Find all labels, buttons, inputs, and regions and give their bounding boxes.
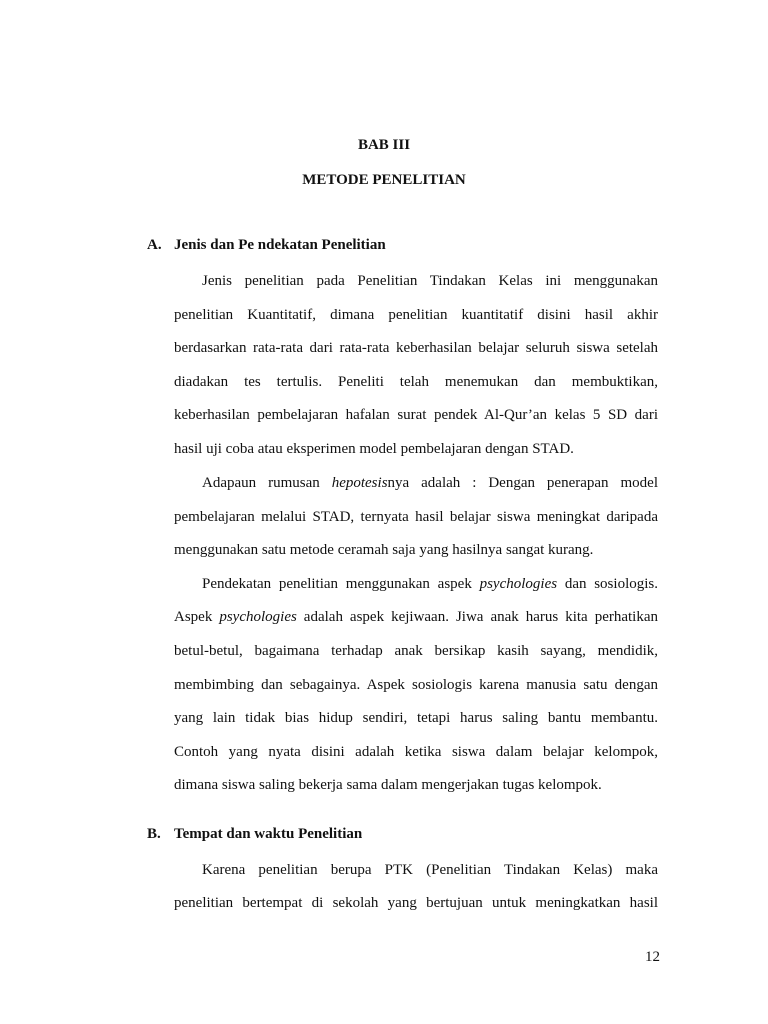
chapter-title: METODE PENELITIAN — [302, 172, 466, 188]
paragraph-line: Contoh yang nyata disini adalah ketika siswa dalam belajar kelompok, — [174, 744, 658, 760]
italic-term: hepotesis — [331, 475, 388, 491]
paragraph-line: Aspek psychologies adalah aspek kejiwaan. Jiwa anak harus kita perhatikan — [174, 609, 658, 625]
section-b-letter: B. — [147, 826, 161, 842]
paragraph-line: yang lain tidak bias hidup sendiri, tetapi harus saling bantu membantu. — [174, 710, 658, 726]
chapter-number: BAB III — [357, 137, 411, 153]
paragraph-line: Pendekatan penelitian menggunakan aspek psychologies dan sosiologis. — [202, 576, 658, 592]
italic-term: psychologies — [479, 576, 558, 592]
paragraph-line: Jenis penelitian pada Penelitian Tindakan Kelas ini menggunakan — [202, 273, 658, 289]
italic-term: psychologies — [219, 609, 297, 625]
paragraph-line: diadakan tes tertulis. Peneliti telah menemukan dan membuktikan, — [174, 374, 658, 390]
paragraph-line: penelitian bertempat di sekolah yang bertujuan untuk meningkatkan hasil — [174, 895, 658, 911]
paragraph-line: pembelajaran melalui STAD, ternyata hasil belajar siswa meningkat daripada — [174, 509, 658, 525]
paragraph-line: Adapaun rumusan hepotesisnya adalah : Dengan penerapan model — [202, 475, 658, 491]
paragraph-line: hasil uji coba atau eksperimen model pembelajaran dengan STAD. — [174, 441, 574, 457]
paragraph-line: dimana siswa saling bekerja sama dalam mengerjakan tugas kelompok. — [174, 777, 602, 793]
paragraph-line: penelitian Kuantitatif, dimana penelitian kuantitatif disini hasil akhir — [174, 307, 658, 323]
section-a-title: Jenis dan Pe ndekatan Penelitian — [174, 237, 386, 253]
section-b-title: Tempat dan waktu Penelitian — [174, 826, 363, 842]
paragraph-line: berdasarkan rata-rata dari rata-rata keberhasilan belajar seluruh siswa setelah — [174, 340, 658, 356]
paragraph-line: betul-betul, bagaimana terhadap anak bersikap kasih sayang, mendidik, — [174, 643, 658, 659]
paragraph-line: menggunakan satu metode ceramah saja yang hasilnya sangat kurang. — [174, 542, 594, 558]
paragraph-line: membimbing dan sebagainya. Aspek sosiologis karena manusia satu dengan — [174, 677, 658, 693]
section-a-letter: A. — [147, 237, 162, 253]
paragraph-line: keberhasilan pembelajaran hafalan surat pendek Al-Qur’an kelas 5 SD dari — [174, 407, 658, 423]
paragraph-line: Karena penelitian berupa PTK (Penelitian Tindakan Kelas) maka — [202, 862, 658, 878]
page-number: 12 — [645, 949, 660, 965]
